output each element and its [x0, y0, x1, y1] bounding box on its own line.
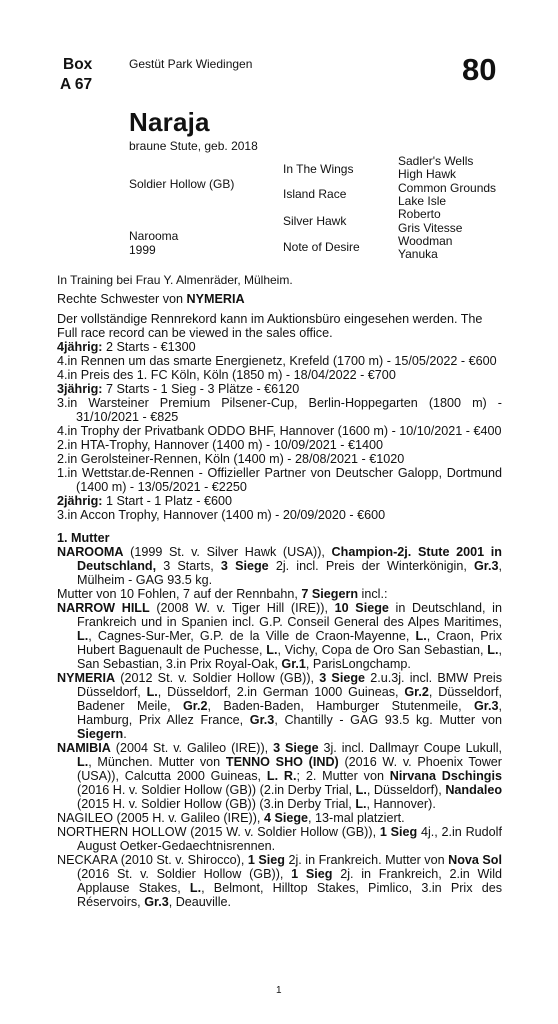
- pedigree-great-grandparent: Woodman: [398, 234, 453, 248]
- sibling-text: (2015 H. v. Soldier Hollow (GB)) (3.in Derby Trial,: [77, 797, 356, 811]
- sibling-entry-neckara: [57, 853, 502, 909]
- pedigree-great-grandparent: Common Grounds: [398, 181, 497, 195]
- sibling-highlight: 1 Sieg: [379, 825, 418, 839]
- sibling-highlight: Gr.3: [473, 699, 499, 713]
- sibling-highlight: Gr.2: [182, 699, 208, 713]
- pedigree-great-grandparent: Roberto: [398, 207, 441, 221]
- family-heading: [57, 531, 502, 545]
- sibling-text: (2012 St. v. Soldier Hollow (GB)),: [115, 671, 320, 685]
- sibling-text: NORTHERN HOLLOW (2015 W. v. Soldier Hollow (GB)),: [57, 825, 380, 839]
- dam-text: (1999 St. v. Silver Hawk (USA)),: [123, 545, 332, 559]
- sibling-text: (2016 W. v. Phoenix Tower (USA)), Calcutta 2000 Guineas,: [77, 755, 502, 783]
- sibling-entry-nagileo: [57, 811, 502, 825]
- race-result: 3.in Warsteiner Premium Pilsener-Cup, Berlin-Hoppegarten (1800 m) - 31/10/2021 - €825: [57, 396, 502, 424]
- sibling-highlight: Gr.3: [144, 895, 169, 909]
- sibling-text: , San Sebastian, 3.in Prix Royal-Oak,: [77, 643, 502, 671]
- record-3yo-summary-text: 7 Starts - 1 Sieg - 3 Plätze - €6120: [102, 382, 300, 396]
- sibling-text: , Hamburg, Prix Allez France,: [77, 699, 502, 727]
- sibling-text: , München. Mutter von: [88, 755, 226, 769]
- race-result: 2.in HTA-Trophy, Hannover (1400 m) - 10/09/2021 - €1400: [57, 438, 383, 452]
- race-result: 4.in Trophy der Privatbank ODDO BHF, Hannover (1600 m) - 10/10/2021 - €400: [57, 424, 502, 438]
- race-result: 4.in Rennen um das smarte Energienetz, Krefeld (1700 m) - 15/05/2022 - €600: [57, 354, 497, 368]
- sibling-name: NYMERIA: [57, 671, 116, 685]
- record-4yo-label: 4jährig:: [57, 340, 103, 354]
- sibling-text: 2.u.3j. incl. BMW Preis Düsseldorf,: [77, 671, 503, 699]
- pedigree-great-grandparent: Gris Vitesse: [398, 221, 463, 235]
- pedigree-sire: Soldier Hollow (GB): [129, 177, 235, 191]
- pedigree-grandparent: Island Race: [283, 187, 347, 201]
- sibling-name: NARROW HILL: [57, 601, 150, 615]
- box-label-text: Box: [63, 56, 93, 73]
- sibling-text: , 13-mal platziert.: [308, 811, 405, 825]
- sibling-entry-northern-hollow: [57, 825, 502, 853]
- sibling-text: , Chantilly - GAG 93.5 kg. Mutter von: [274, 713, 502, 727]
- sibling-highlight: 3 Siege: [319, 671, 366, 685]
- sibling-highlight: 1 Sieg: [247, 853, 285, 867]
- record-2yo-summary-text: 1 Start - 1 Platz - €600: [102, 494, 232, 508]
- sibling-text: , Craon, Prix Hubert Baguenault de Puchesse,: [77, 629, 502, 657]
- record-4yo-summary: [57, 340, 502, 354]
- sibling-text: NECKARA (2010 St. v. Shirocco),: [57, 853, 248, 867]
- dam-highlight: 3 Siege: [220, 559, 269, 573]
- sibling-text: (2004 St. v. Galileo (IRE)),: [110, 741, 274, 755]
- sibling-text: 4j., 2.in Rudolf August Oetker-Gedaechtnisrennen.: [77, 825, 502, 853]
- box-code: A 67: [60, 76, 93, 93]
- dam-text: 2j. incl. Preis der Winterkönigin,: [268, 559, 474, 573]
- sister-prefix: Rechte Schwester von: [57, 292, 187, 306]
- produce-text: Mutter von 10 Fohlen, 7 auf der Rennbahn,: [57, 587, 302, 601]
- sibling-highlight: L.: [355, 783, 367, 797]
- dam-name: NAROOMA: [57, 545, 124, 559]
- pedigree-great-grandparent: Yanuka: [398, 247, 438, 261]
- dam-text: 3 Starts,: [156, 559, 221, 573]
- sibling-entry-nymeria: [57, 671, 502, 741]
- horse-description: braune Stute, geb. 2018: [129, 139, 258, 153]
- sibling-text: , ParisLongchamp.: [305, 657, 411, 671]
- sibling-text: , Deauville.: [168, 895, 232, 909]
- sibling-highlight: Nandaleo: [445, 783, 503, 797]
- sibling-highlight: TENNO SHO (IND): [225, 755, 339, 769]
- sibling-text: (2016 H. v. Soldier Hollow (GB)) (2.in Derby Trial,: [77, 783, 356, 797]
- dam-entry: [57, 545, 502, 587]
- pedigree-great-grandparent: Sadler's Wells: [398, 154, 474, 168]
- sibling-text: (2008 W. v. Tiger Hill (IRE)),: [149, 601, 335, 615]
- sibling-entry-narrow-hill: [57, 601, 502, 671]
- pedigree-grandparent: Note of Desire: [283, 240, 360, 254]
- sibling-highlight: Siegern: [77, 727, 124, 741]
- training-info: In Training bei Frau Y. Almenräder, Mülheim.: [57, 273, 293, 287]
- sibling-text: , Hannover).: [366, 797, 436, 811]
- sibling-text: in Deutschland, in Frankreich und in Spanien incl. G.P. Conseil General des Alpes Maritimes,: [77, 601, 502, 629]
- pedigree-grandparent: In The Wings: [283, 162, 354, 176]
- sibling-text: , Düsseldorf),: [366, 783, 446, 797]
- sibling-highlight: 3 Siege: [273, 741, 319, 755]
- sister-name: NYMERIA: [186, 292, 245, 306]
- race-result: 2.in Gerolsteiner-Rennen, Köln (1400 m) - 28/08/2021 - €1020: [57, 452, 405, 466]
- sibling-highlight: Nova Sol: [448, 853, 502, 867]
- sibling-entry-namibia: [57, 741, 502, 811]
- produce-highlight: 7 Siegern: [301, 587, 359, 601]
- lot-number: 80: [462, 52, 497, 87]
- family-heading-text: 1. Mutter: [57, 531, 110, 545]
- sibling-text: , Düsseldorf, 2.in German 1000 Guineas,: [157, 685, 405, 699]
- page-number: 1: [276, 985, 282, 996]
- sibling-highlight: 4 Siege: [263, 811, 309, 825]
- sibling-highlight: L.: [146, 685, 158, 699]
- sibling-text: 3j. incl. Dallmayr Coupe Lukull,: [318, 741, 502, 755]
- sibling-highlight: Gr.2: [404, 685, 429, 699]
- race-result: 4.in Preis des 1. FC Köln, Köln (1850 m) - 18/04/2022 - €700: [57, 368, 396, 382]
- sibling-highlight: Gr.1: [281, 657, 306, 671]
- sibling-text: .: [123, 727, 127, 741]
- sibling-highlight: Nirvana Dschingis: [389, 769, 502, 783]
- pedigree-dam: Narooma: [129, 229, 179, 243]
- horse-name: Naraja: [129, 107, 210, 137]
- sibling-highlight: L. R.: [266, 769, 297, 783]
- dam-text: , Mülheim - GAG 93.5 kg.: [77, 559, 502, 587]
- produce-text: incl.:: [358, 587, 388, 601]
- catalogue-body: [57, 273, 502, 909]
- pedigree-great-grandparent: Lake Isle: [398, 194, 447, 208]
- sibling-highlight: L.: [189, 881, 202, 895]
- sibling-highlight: L.: [77, 629, 89, 643]
- sibling-highlight: L.: [77, 755, 89, 769]
- dam-highlight: Champion-2j. Stute 2001 in Deutschland,: [77, 545, 502, 573]
- sibling-highlight: Gr.3: [249, 713, 275, 727]
- race-result: 3.in Accon Trophy, Hannover (1400 m) - 20/09/2020 - €600: [57, 508, 386, 522]
- sibling-highlight: L.: [415, 629, 427, 643]
- sibling-highlight: 1 Sieg: [291, 867, 333, 881]
- box-label: [60, 55, 92, 95]
- sibling-highlight: L.: [487, 643, 499, 657]
- stud-name: Gestüt Park Wiedingen: [129, 57, 253, 71]
- dam-highlight: Gr.3: [473, 559, 499, 573]
- record-3yo-summary: [57, 382, 502, 396]
- sibling-text: , Vichy, Copa de Oro San Sebastian,: [277, 643, 488, 657]
- sibling-text: (2016 St. v. Soldier Hollow (GB)),: [77, 867, 292, 881]
- record-2yo-label: 2jährig:: [57, 494, 103, 508]
- produce-summary: [57, 587, 502, 601]
- record-4yo-summary-text: 2 Starts - €1300: [102, 340, 196, 354]
- pedigree-great-grandparent: High Hawk: [398, 167, 457, 181]
- sibling-text: ; 2. Mutter von: [296, 769, 390, 783]
- record-2yo-summary: [57, 494, 502, 508]
- sister-info: [57, 292, 502, 306]
- sibling-highlight: 10 Siege: [334, 601, 389, 615]
- sibling-text: , Cagnes-Sur-Mer, G.P. de la Ville de Craon-Mayenne,: [88, 629, 416, 643]
- record-note: Der vollständige Rennrekord kann im Auktionsbüro eingesehen werden. The Full race record can be viewed in the sales office.: [57, 312, 483, 340]
- race-result: 1.in Wettstar.de-Rennen - Offizieller Partner von Deutscher Galopp, Dortmund (1400 m) - 13/05/2021 - €2250: [57, 466, 502, 494]
- sibling-text: , Baden-Baden, Hamburger Stutenmeile,: [207, 699, 474, 713]
- sibling-text: , Belmont, Hilltop Stakes, Pimlico, 3.in Prix des Réservoirs,: [77, 881, 503, 909]
- pedigree-grandparent: Silver Hawk: [283, 214, 347, 228]
- sibling-text: 2j. in Frankreich, 2.in Wild Applause Stakes,: [77, 867, 502, 895]
- sibling-text: NAGILEO (2005 H. v. Galileo (IRE)),: [57, 811, 264, 825]
- sibling-name: NAMIBIA: [57, 741, 111, 755]
- sibling-highlight: L.: [266, 643, 278, 657]
- sibling-highlight: L.: [355, 797, 367, 811]
- record-3yo-label: 3jährig:: [57, 382, 103, 396]
- pedigree-dam-year: 1999: [129, 243, 156, 257]
- sibling-text: 2j. in Frankreich. Mutter von: [284, 853, 449, 867]
- sibling-text: , Düsseldorf, Badener Meile,: [77, 685, 502, 713]
